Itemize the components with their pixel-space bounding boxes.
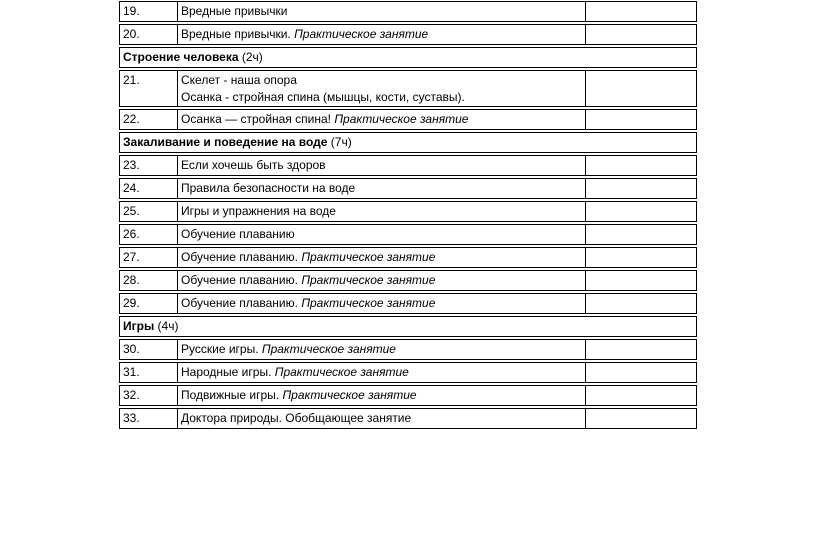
- table-row: [119, 270, 697, 291]
- lesson-title: [177, 25, 585, 44]
- lesson-type: Практическое занятие: [301, 296, 436, 310]
- table-row: [119, 201, 697, 222]
- empty-cell: [585, 386, 696, 405]
- section-hours: (4ч): [157, 319, 179, 333]
- section-hours: (7ч): [330, 135, 352, 149]
- lesson-title: [177, 71, 585, 106]
- empty-cell: [585, 294, 696, 313]
- section-name: Игры: [123, 319, 155, 333]
- empty-cell: [585, 202, 696, 221]
- lesson-title: [177, 202, 585, 221]
- section-row: [119, 316, 697, 337]
- lesson-title-text: Осанка — стройная спина!: [181, 112, 332, 126]
- table-row: [119, 178, 697, 199]
- table-row: [119, 385, 697, 406]
- empty-cell: [585, 340, 696, 359]
- lesson-number: 30.: [123, 342, 140, 356]
- lesson-type: Практическое занятие: [261, 342, 396, 356]
- lesson-title-text: Народные игры.: [181, 365, 272, 379]
- table-row: [119, 408, 697, 429]
- lesson-type: Практическое занятие: [301, 273, 436, 287]
- empty-cell: [585, 71, 696, 106]
- lesson-number: 31.: [123, 365, 140, 379]
- lesson-table: [119, 1, 697, 431]
- lesson-title-text: Вредные привычки.: [181, 27, 291, 41]
- lesson-type: Практическое занятие: [282, 388, 417, 402]
- lesson-number: 23.: [123, 158, 140, 172]
- table-row: [119, 70, 697, 107]
- section-hours: (2ч): [241, 50, 263, 64]
- lesson-title-text: Обучение плаванию.: [181, 250, 298, 264]
- section-row: [119, 132, 697, 153]
- lesson-number: 24.: [123, 181, 140, 195]
- lesson-title-text: Если хочешь быть здоров: [181, 158, 326, 172]
- lesson-number: 22.: [123, 112, 140, 126]
- section-title: [120, 133, 696, 152]
- section-title: [120, 48, 696, 67]
- empty-cell: [585, 110, 696, 129]
- lesson-title: [177, 294, 585, 313]
- empty-cell: [585, 225, 696, 244]
- lesson-title-text: Скелет - наша опора: [181, 73, 297, 87]
- lesson-number: 28.: [123, 273, 140, 287]
- lesson-number: 19.: [123, 4, 140, 18]
- table-row: [119, 247, 697, 268]
- lesson-type: Практическое занятие: [301, 250, 436, 264]
- lesson-title: [177, 156, 585, 175]
- lesson-title-text: Обучение плаванию.: [181, 273, 298, 287]
- lesson-number: 21.: [123, 73, 140, 87]
- lesson-number: 33.: [123, 411, 140, 425]
- lesson-title: [177, 271, 585, 290]
- lesson-number: 26.: [123, 227, 140, 241]
- lesson-title: [177, 225, 585, 244]
- empty-cell: [585, 271, 696, 290]
- lesson-title: [177, 179, 585, 198]
- section-name: Закаливание и поведение на воде: [123, 135, 328, 149]
- lesson-number: 20.: [123, 27, 140, 41]
- lesson-title: [177, 110, 585, 129]
- lesson-title: [177, 2, 585, 21]
- lesson-title: [177, 248, 585, 267]
- table-row: [119, 339, 697, 360]
- table-row: [119, 362, 697, 383]
- lesson-number: 27.: [123, 250, 140, 264]
- lesson-title-text: Обучение плаванию.: [181, 296, 298, 310]
- lesson-title-text: Игры и упражнения на воде: [181, 204, 336, 218]
- table-row: [119, 293, 697, 314]
- lesson-title: [177, 409, 585, 428]
- lesson-type: Практическое занятие: [294, 27, 429, 41]
- empty-cell: [585, 409, 696, 428]
- table-row: [119, 155, 697, 176]
- lesson-title-text: Доктора природы. Обобщающее занятие: [181, 411, 412, 425]
- lesson-type: Практическое занятие: [274, 365, 409, 379]
- lesson-title: [177, 340, 585, 359]
- empty-cell: [585, 248, 696, 267]
- section-title: [120, 317, 696, 336]
- empty-cell: [585, 2, 696, 21]
- section-name: Строение человека: [123, 50, 239, 64]
- table-row: [119, 24, 697, 45]
- empty-cell: [585, 156, 696, 175]
- empty-cell: [585, 179, 696, 198]
- lesson-title: [177, 363, 585, 382]
- lesson-title-text: Правила безопасности на воде: [181, 181, 356, 195]
- lesson-title-text: Вредные привычки: [181, 4, 288, 18]
- table-row: [119, 224, 697, 245]
- lesson-title: [177, 386, 585, 405]
- lesson-title-text: Обучение плаванию: [181, 227, 295, 241]
- table-row: [119, 109, 697, 130]
- lesson-number: 25.: [123, 204, 140, 218]
- lesson-title-line2: Осанка - стройная спина (мышцы, кости, суставы).: [181, 89, 465, 104]
- section-row: [119, 47, 697, 68]
- lesson-title-text: Русские игры.: [181, 342, 259, 356]
- empty-cell: [585, 363, 696, 382]
- lesson-type: Практическое занятие: [334, 112, 469, 126]
- lesson-number: 32.: [123, 388, 140, 402]
- empty-cell: [585, 25, 696, 44]
- table-row: [119, 1, 697, 22]
- lesson-title-text: Подвижные игры.: [181, 388, 280, 402]
- lesson-number: 29.: [123, 296, 140, 310]
